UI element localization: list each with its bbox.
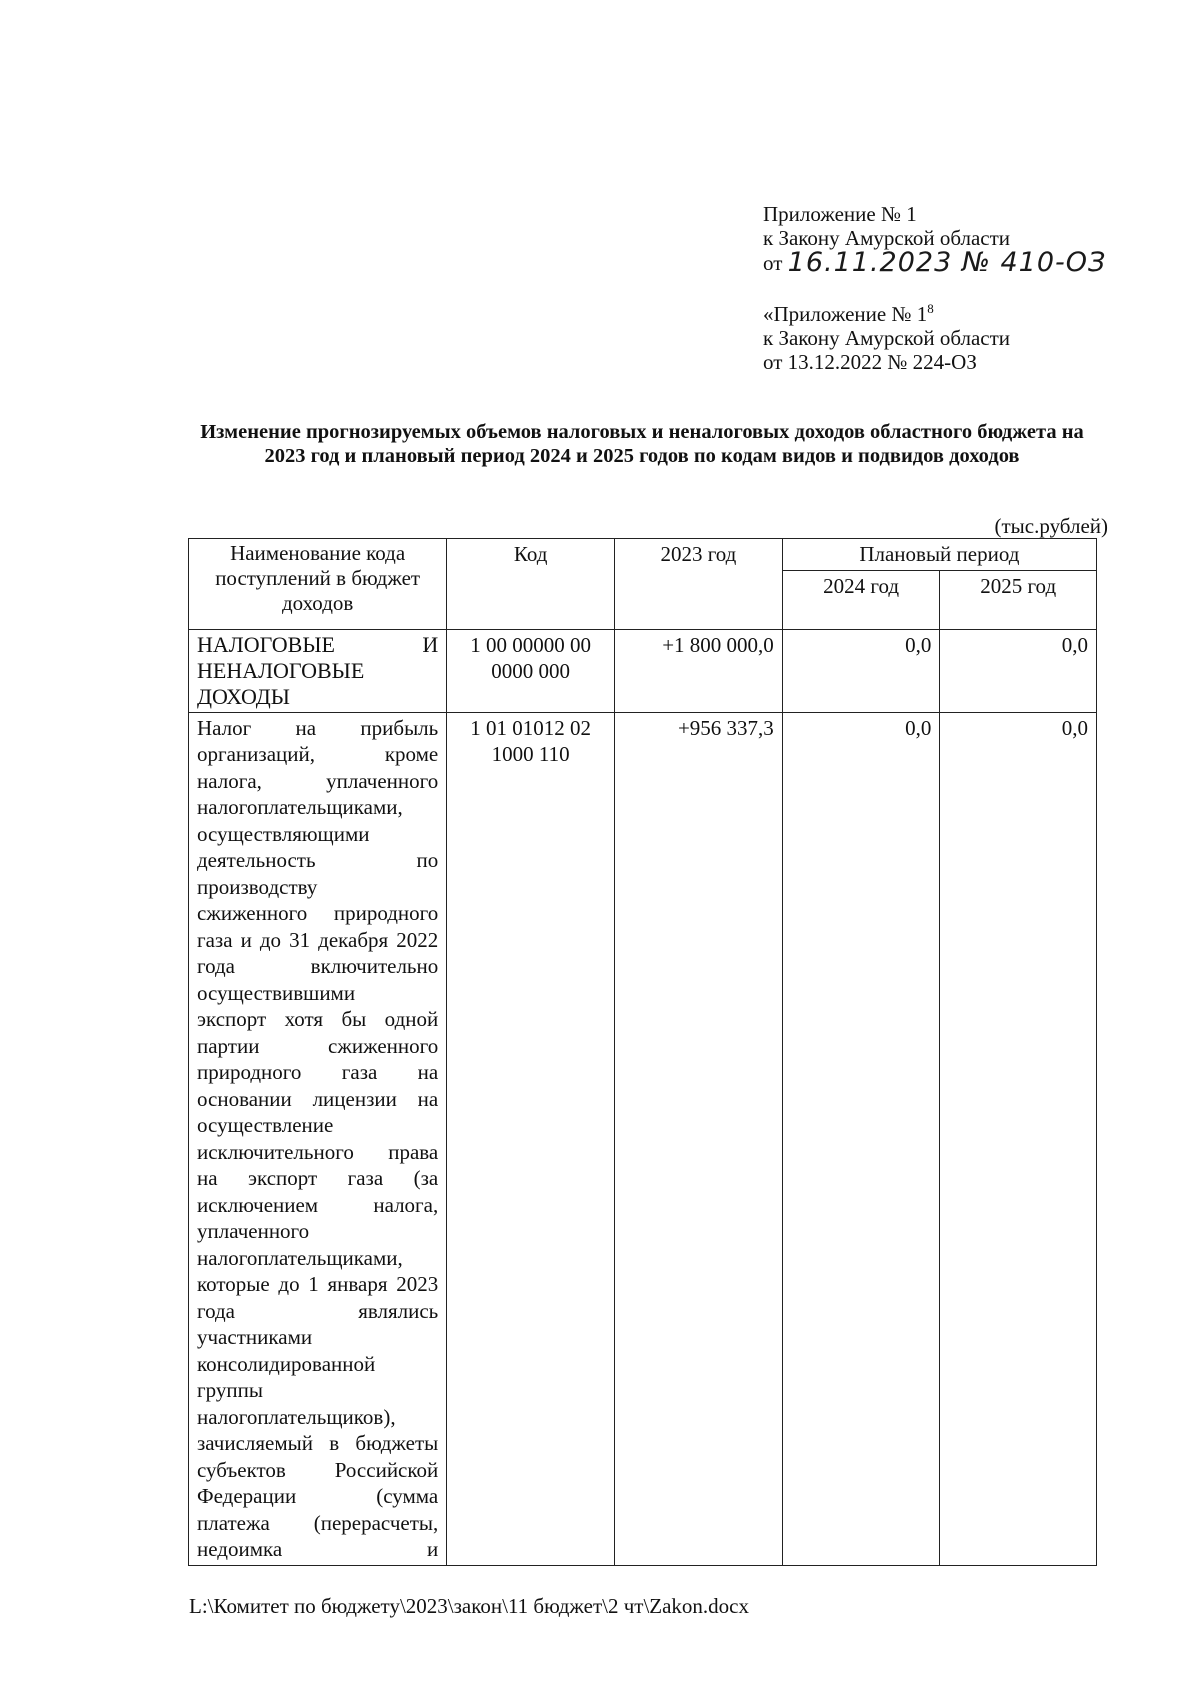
table-row <box>189 629 1097 712</box>
row-name <box>189 712 447 1565</box>
row-name-line: ДОХОДЫ <box>197 683 290 709</box>
unit-label: (тыс.рублей) <box>994 514 1108 538</box>
row-name-line: Федерации (сумма <box>197 1484 439 1508</box>
row-name-line: производству <box>197 874 318 899</box>
row-code-line: 1000 110 <box>491 742 570 766</box>
row-name-line: участниками <box>197 1325 313 1349</box>
row-name-line: года являлись <box>197 1298 439 1323</box>
row-name-line: осуществившими <box>197 980 356 1005</box>
revenue-table <box>188 538 1097 1566</box>
amended-annex-law-ref: к Закону Амурской области <box>763 326 1011 350</box>
row-name-line: основании лицензии на <box>197 1086 439 1111</box>
row-name-line: консолидированной <box>197 1351 376 1376</box>
header-year-2023: 2023 год <box>615 539 783 630</box>
row-name-line: партии сжиженного <box>197 1033 439 1058</box>
header-code: Код <box>447 539 615 630</box>
footer-file-path: L:\Комитет по бюджету\2023\закон\11 бюджет\2 чт\Zakon.docx <box>189 1594 750 1618</box>
annex-date-prefix: от <box>763 251 783 275</box>
row-value-y2023: +956 337,3 <box>615 712 783 1565</box>
annex-law-ref: к Закону Амурской области <box>763 226 1011 250</box>
row-name-line: уплаченного <box>197 1219 310 1243</box>
row-name-line: налогоплательщиков), <box>197 1404 396 1429</box>
handwritten-date-number: 16.11.2023 № 410-ОЗ <box>787 247 1107 278</box>
header-year-2024: 2024 год <box>782 570 940 629</box>
row-code-line: 1 00 00000 00 <box>470 632 591 657</box>
row-code-line: 1 01 01012 02 <box>470 715 591 740</box>
row-name-line: Налог на прибыль <box>197 715 439 740</box>
annex-date-line <box>763 247 1107 278</box>
row-name-line: группы <box>197 1378 263 1402</box>
row-name-line: газа и до 31 декабря 2022 <box>197 927 439 952</box>
annex-number: Приложение № 1 <box>763 202 917 226</box>
row-name-line: сжиженного природного <box>197 901 439 925</box>
row-name-line: которые до 1 января 2023 <box>197 1272 439 1296</box>
row-value-y2023: +1 800 000,0 <box>615 629 783 712</box>
row-name-line: налогоплательщиками, <box>197 1245 403 1270</box>
table-body <box>189 629 1097 1565</box>
row-name-line: недоимка и <box>197 1537 439 1561</box>
header-year-2025: 2025 год <box>940 570 1097 629</box>
amended-annex-superscript: 8 <box>927 301 934 316</box>
row-value-y2025: 0,0 <box>940 712 1097 1565</box>
amended-annex-number <box>763 302 1010 326</box>
row-name-line: исключением налога, <box>197 1192 439 1217</box>
row-name-line: на экспорт газа (за <box>197 1166 439 1190</box>
row-name-line: года включительно <box>197 954 439 978</box>
row-code <box>447 629 615 712</box>
table-row <box>189 712 1097 1565</box>
row-code-line: 0000 000 <box>491 659 570 683</box>
row-name-line: природного газа на <box>197 1060 439 1084</box>
row-name-line: налогоплательщиками, <box>197 795 403 819</box>
row-name <box>189 629 447 712</box>
row-name-line: НАЛОГОВЫЕ И <box>197 631 439 657</box>
row-name-line: осуществляющими <box>197 821 370 846</box>
row-code <box>447 712 615 1565</box>
row-name-line: деятельность по <box>197 848 439 872</box>
row-name-line: платежа (перерасчеты, <box>197 1510 439 1535</box>
row-name-line: исключительного права <box>197 1139 439 1164</box>
row-name-line: налога, уплаченного <box>197 768 439 793</box>
row-name-line: экспорт хотя бы одной <box>197 1007 439 1031</box>
header-name: Наименование кода поступлений в бюджет доходов <box>189 539 447 630</box>
row-value-y2025: 0,0 <box>940 629 1097 712</box>
annex-header-amended <box>763 302 1010 374</box>
document-title: Изменение прогнозируемых объемов налоговых и неналоговых доходов областного бюджета на 2023 год и плановый период 2024 и 2025 годов по кодам видов и подвидов доходов <box>200 421 1084 467</box>
row-name-line: субъектов Российской <box>197 1457 439 1482</box>
row-value-y2024: 0,0 <box>782 629 940 712</box>
annex-header-current <box>763 202 1107 278</box>
row-name-line: осуществление <box>197 1113 334 1137</box>
row-name-line: НЕНАЛОГОВЫЕ <box>197 657 365 683</box>
row-value-y2024: 0,0 <box>782 712 940 1565</box>
amended-annex-date: от 13.12.2022 № 224-ОЗ <box>763 350 977 374</box>
row-name-line: зачисляемый в бюджеты <box>197 1431 439 1455</box>
amended-annex-number-text: «Приложение № 1 <box>763 302 928 326</box>
header-plan-period: Плановый период <box>782 539 1096 571</box>
row-name-line: организаций, кроме <box>197 742 439 766</box>
